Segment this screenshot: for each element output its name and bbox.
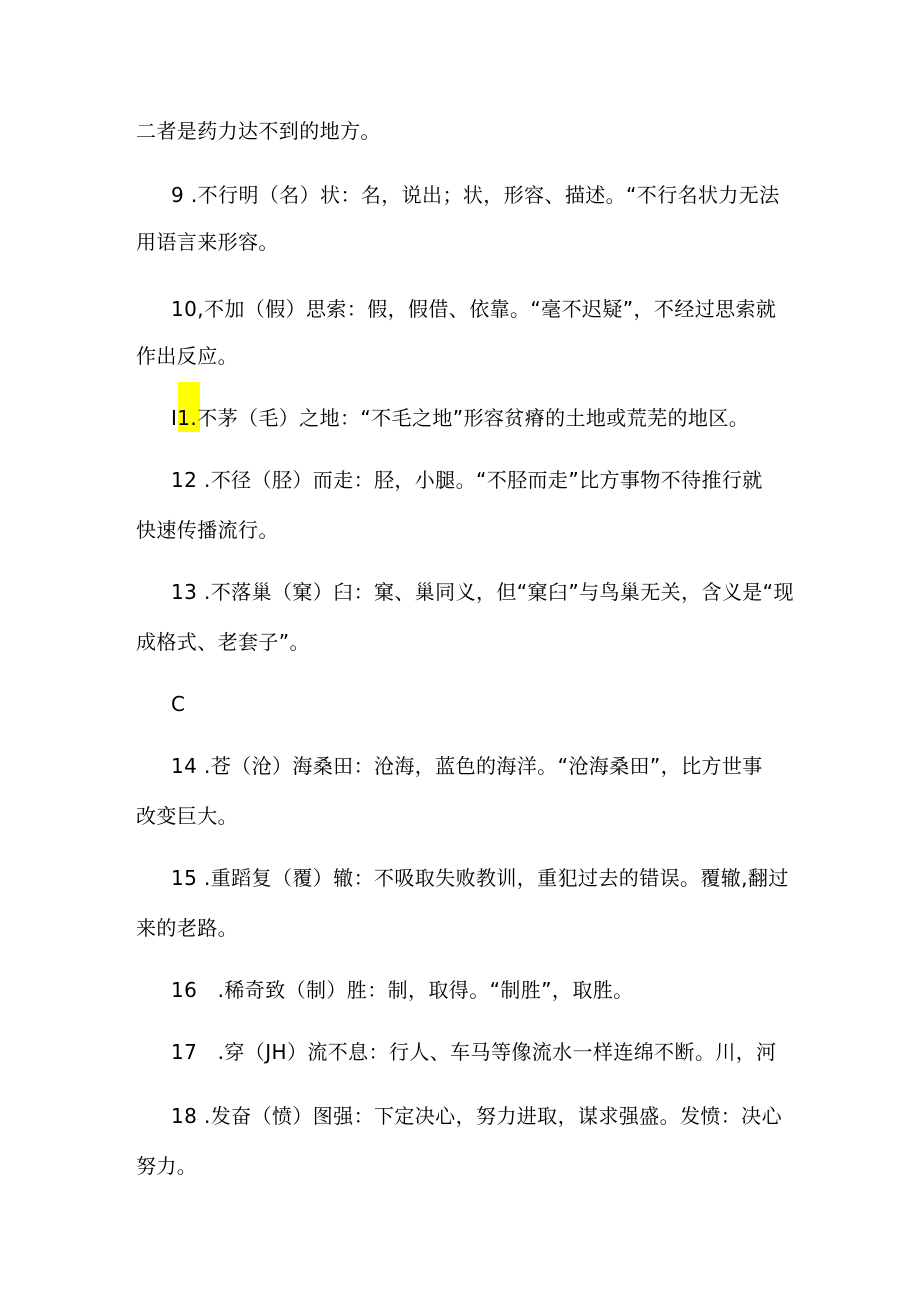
text-line: 15 .重蹈复（覆）辙：不吸取失败教训，重犯过去的错误。覆辙,翻过 [171,866,789,890]
text-line: 用语言来形容。 [136,230,279,254]
text-line: 13 .不落巢（窠）臼：窠、巢同义，但“窠臼”与鸟巢无关，含义是“现 [171,580,794,604]
text-line: 作出反应。 [136,344,238,368]
text-line: I1.不茅（毛）之地：“不毛之地”形容贫瘠的土地或荒芜的地区。 [171,406,750,430]
text-line: 12 .不径（胫）而走：胫，小腿。“不胫而走”比方事物不待推行就 [171,468,763,492]
text-line: 17 .穿（JH）流不息：行人、车马等像流水一样连绵不断。川，河 [171,1040,777,1064]
text-line: 来的老路。 [136,916,238,940]
text-line: 努力。 [136,1154,198,1178]
text-line: 9 .不行明（名）状：名，说出；状，形容、描述。“不行名状力无法 [171,183,780,207]
text-line: 14 .苍（沧）海桑田：沧海，蓝色的海洋。“沧海桑田”，比方世事 [171,754,763,778]
text-line: 10,不加（假）思索：假，假借、依靠。“毫不迟疑”，不经过思索就 [171,297,777,321]
text-line: 快速传播流行。 [136,518,279,542]
text-line: 16 .稀奇致（制）胜：制，取得。“制胜”，取胜。 [171,978,634,1002]
text-line: 成格式、老套子”。 [136,630,310,654]
text-line: 改变巨大。 [136,804,238,828]
section-letter: C [171,692,186,716]
text-line: 18 .发奋（愤）图强：下定决心，努力进取，谋求强盛。发愤：决心 [171,1104,782,1128]
text-line: 二者是药力达不到的地方。 [136,119,381,143]
